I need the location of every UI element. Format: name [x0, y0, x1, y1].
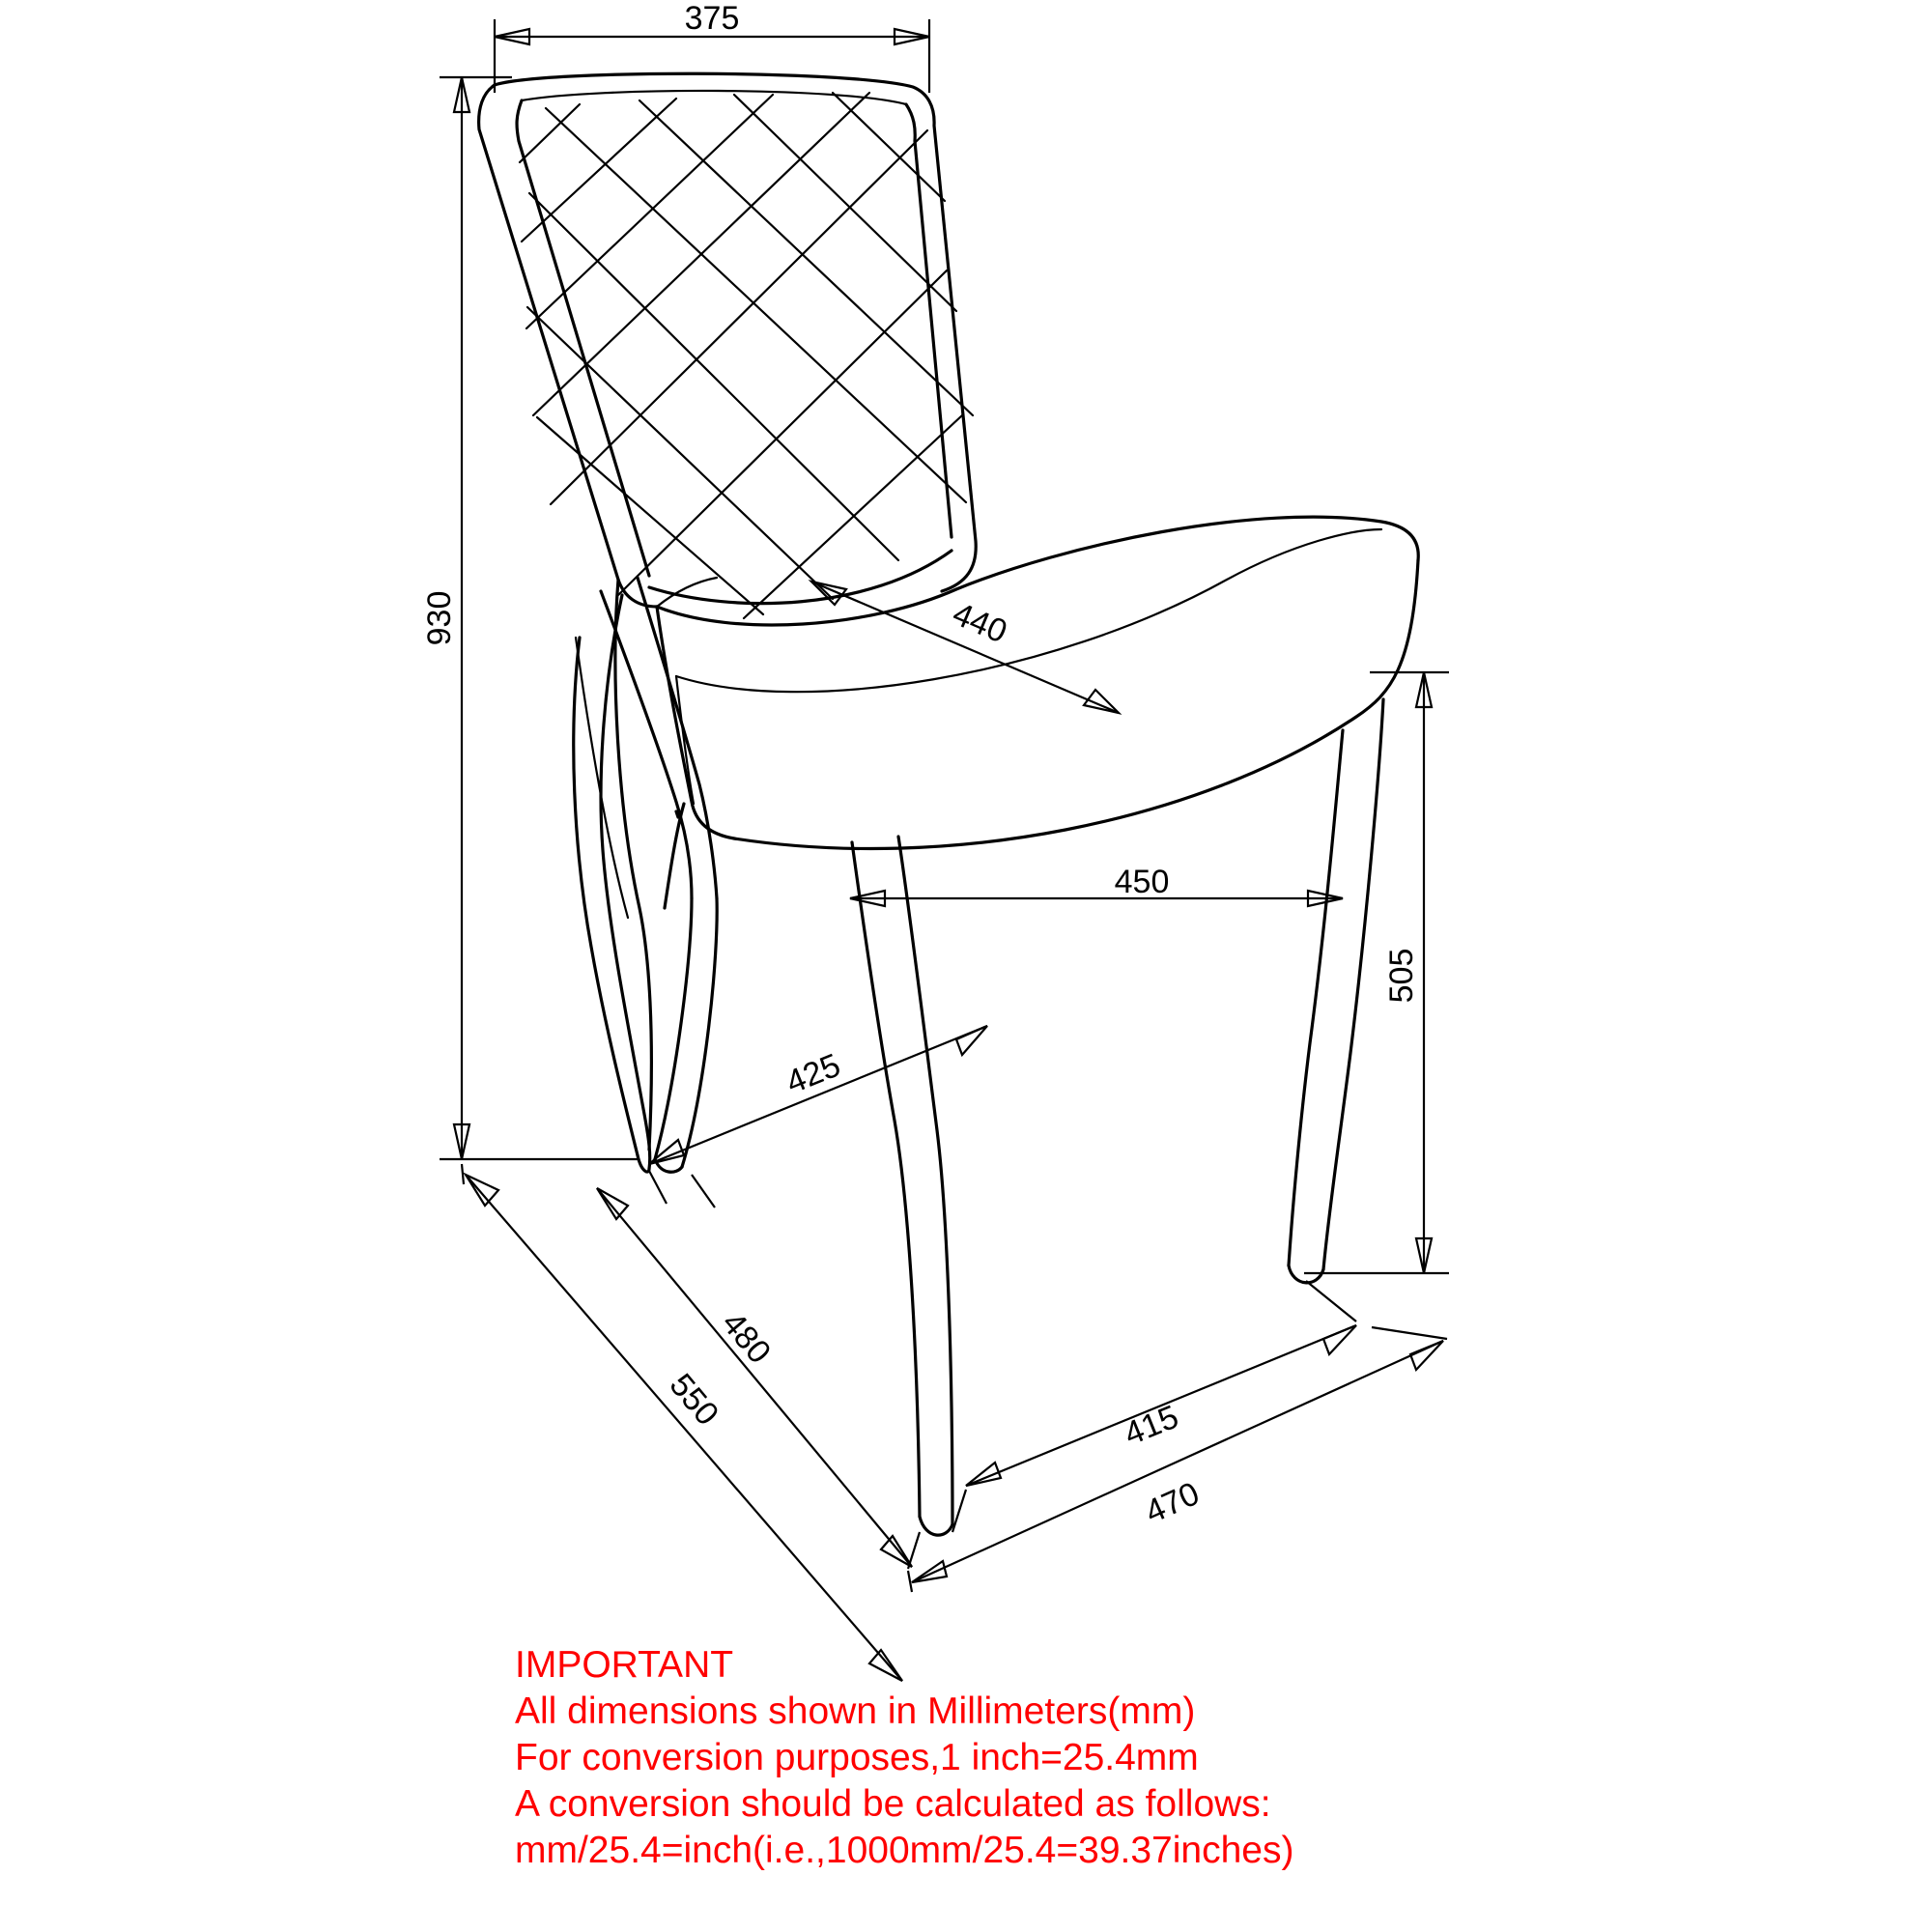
- dimension-505: [1304, 672, 1449, 1273]
- chair-backrest-outline: [479, 73, 977, 607]
- dim-label-440: 440: [947, 595, 1012, 651]
- dim-label-450: 450: [1114, 864, 1170, 900]
- note-line-1: All dimensions shown in Millimeters(mm): [515, 1690, 1196, 1732]
- dim-label-415: 415: [1119, 1398, 1184, 1454]
- dim-label-480: 480: [714, 1304, 779, 1371]
- note-line-2: For conversion purposes,1 inch=25.4mm: [515, 1737, 1199, 1778]
- chair-seat-outline: [657, 517, 1418, 848]
- note-heading: IMPORTANT: [515, 1644, 734, 1686]
- dimension-470: [908, 1327, 1447, 1592]
- dimension-440: [811, 582, 1119, 713]
- tufting-diamond-pattern: [520, 93, 973, 618]
- dim-label-505: 505: [1383, 948, 1420, 1004]
- dim-label-550: 550: [662, 1366, 726, 1433]
- dim-label-375: 375: [684, 0, 740, 37]
- dimension-550: [462, 1164, 902, 1681]
- dim-label-930: 930: [421, 590, 458, 646]
- dimension-415: [966, 1325, 1356, 1486]
- dimension-450: [850, 864, 1343, 906]
- note-line-4: mm/25.4=inch(i.e.,1000mm/25.4=39.37inches): [515, 1830, 1294, 1871]
- dim-label-425: 425: [781, 1046, 846, 1102]
- dim-label-470: 470: [1139, 1475, 1206, 1531]
- chair-rear-left-leg: [574, 595, 650, 1172]
- important-notes: [515, 1642, 1481, 1874]
- note-line-3: A conversion should be calculated as follows:: [515, 1783, 1271, 1825]
- dimension-930: [421, 77, 638, 1159]
